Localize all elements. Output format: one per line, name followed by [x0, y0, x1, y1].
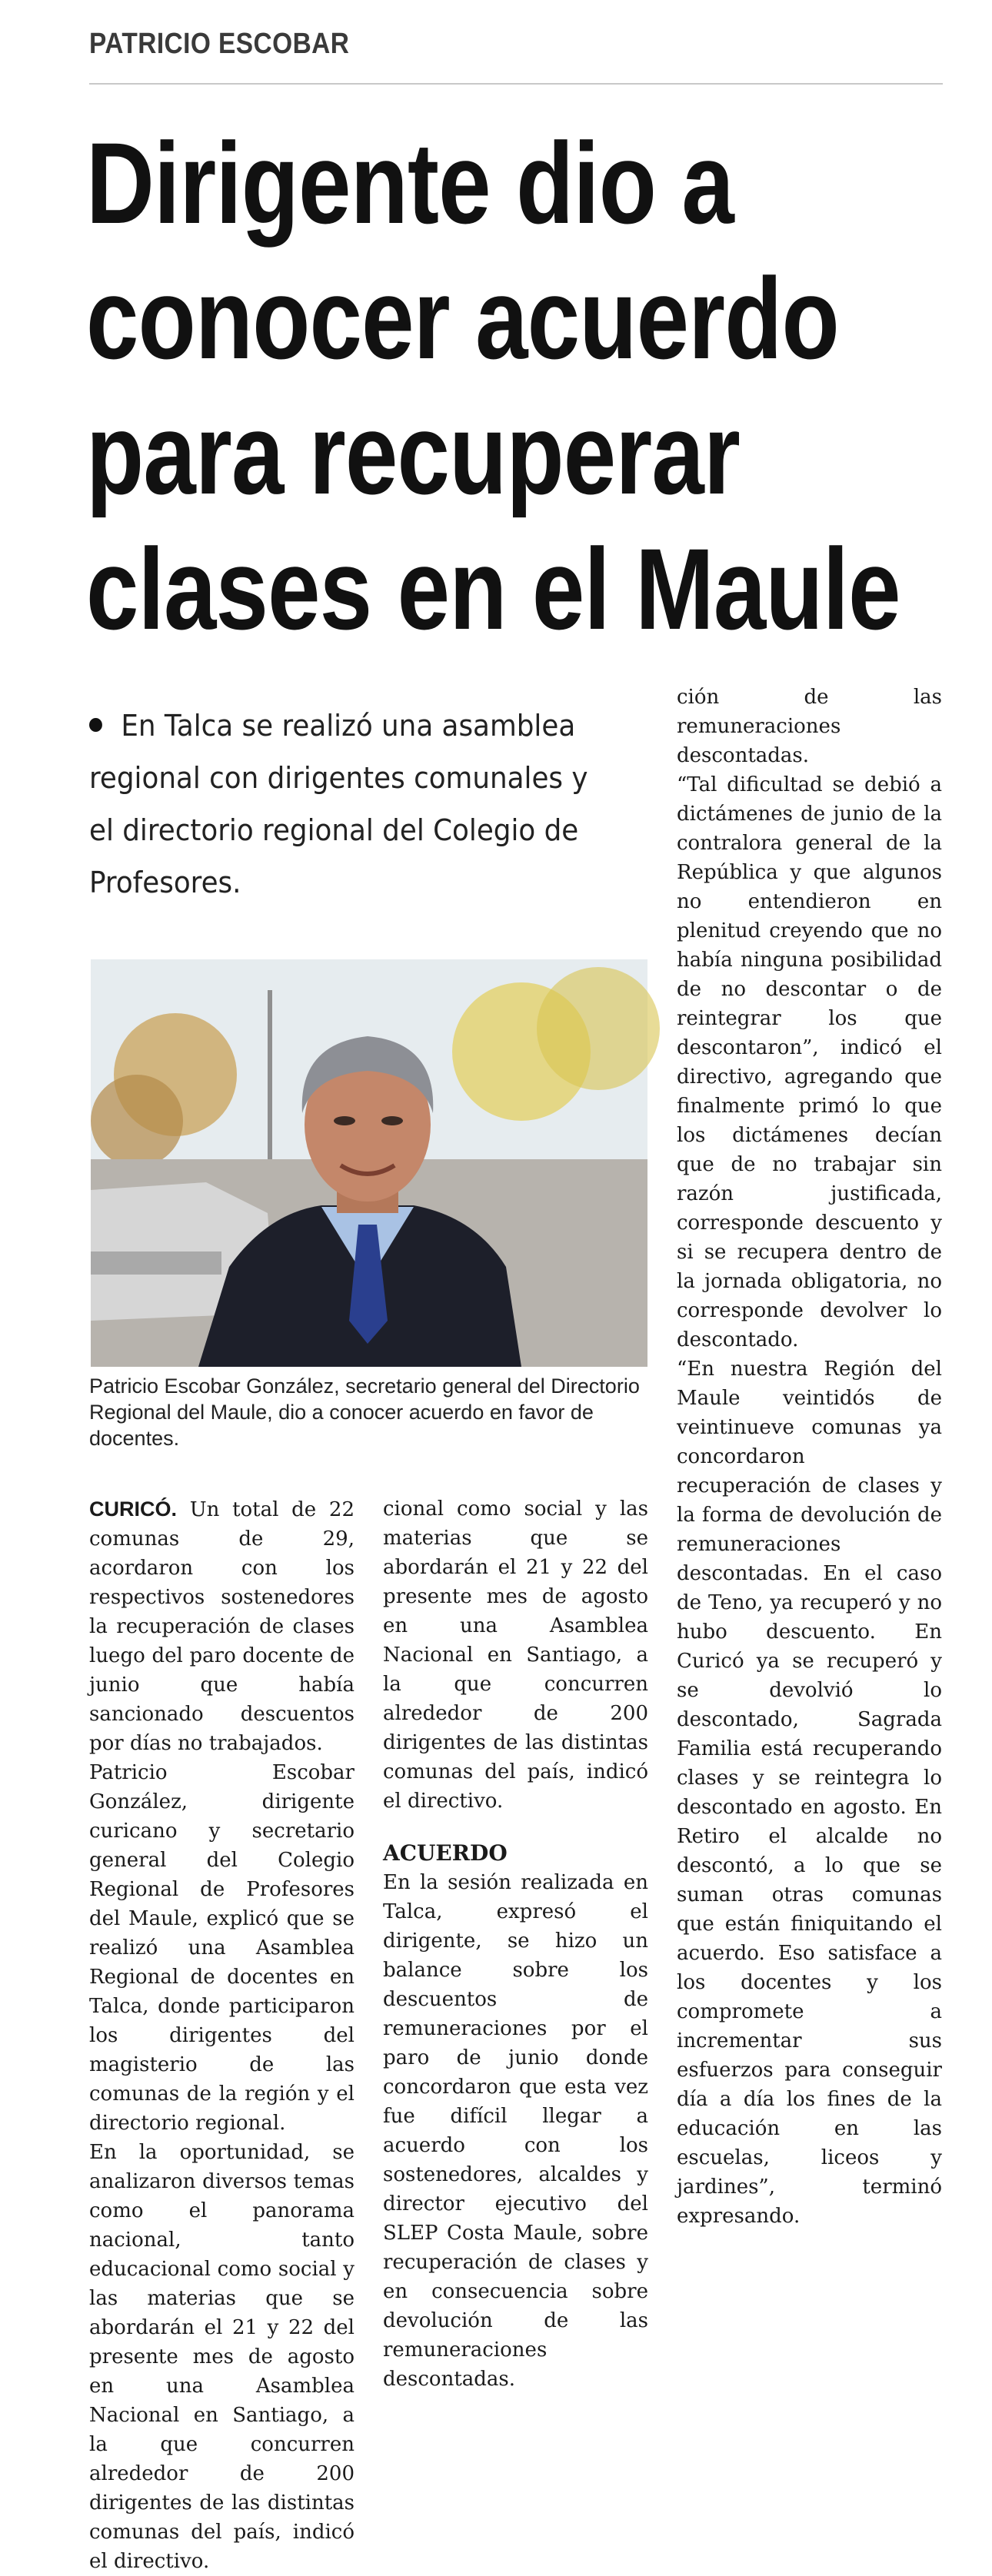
- paragraph-6: “En nuestra Región del Maule veintidós de veintinueve comunas ya concordaron recuperación de clases y la forma de devolución de remuneraciones descontadas. En el caso de Teno, ya recuperó y no hubo descuento. En Curicó ya se recuperó y se devolvió lo descontado, Sagrada Familia está recuperando clases y se reintegra lo descontado en agosto. En Retiro el alcalde no descontó, a lo que se suman otras comunas que están finiquitando el acuerdo. Eso satisface a los docentes y los compromete a incrementar sus esfuerzos para conseguir día a día los fines de la educación en las escuelas, liceos y jardines”, terminó expresando.: [677, 1358, 942, 2228]
- byline-divider: [89, 83, 943, 85]
- bullet-icon: [89, 718, 102, 732]
- headline-line: conocer acuerdo: [86, 254, 839, 383]
- dateline: CURICÓ.: [89, 1497, 177, 1521]
- article-column-3: [677, 683, 942, 2231]
- paragraph-4-continued: ción de las remuneraciones descontadas.: [677, 686, 942, 767]
- author-byline: PATRICIO ESCOBAR: [89, 28, 350, 60]
- headline-line: Dirigente dio a: [86, 118, 734, 248]
- paragraph-3: En la oportunidad, se analizaron diversos temas como el panorama nacional, tanto educacional como social y las materias que se abordarán el 21 y 22 del presente mes de agosto en una Asamblea Nacional en Santiago, a la que concurren alrededor de 200 dirigentes de las distintas comunas del país, indicó el directivo.: [89, 2141, 355, 2573]
- lead-summary: [89, 700, 595, 909]
- photo-caption: Patricio Escobar González, secretario general del Directorio Regional del Maule, dio a conocer acuerdo en favor de docentes.: [89, 1374, 640, 1450]
- paragraph-3-continued: cional como social y las materias que se abordarán el 21 y 22 del presente mes de agosto en una Asamblea Nacional en Santiago, a la que concurren alrededor de 200 dirigentes de las distintas comunas del país, indicó el directivo.: [383, 1497, 648, 1813]
- article-column-1: [89, 1494, 355, 2573]
- paragraph-4: En la sesión realizada en Talca, expresó el dirigente, se hizo un balance sobre los descuentos de remuneraciones por el paro de junio donde concordaron que esta vez fue difícil llegar a acuerdo con los sostenedores, alcaldes y director ejecutivo del SLEP Costa Maule, sobre recuperación de clases y en consecuencia sobre devolución de las remuneraciones descontadas.: [383, 1871, 648, 2391]
- subhead: ACUERDO: [383, 1840, 508, 1866]
- article-photo: [91, 959, 647, 1367]
- lead-text: En Talca se realizó una asamblea regional con dirigentes comunales y el directorio regional del Colegio de Profesores.: [89, 709, 588, 899]
- paragraph-5: “Tal dificultad se debió a dictámenes de junio de la contralora general de la República y que algunos no entendieron en plenitud creyendo que no había ninguna posibilidad de no descontar o de reintegrar los que descontaron”, indicó el directivo, agregando que finalmente primó lo que los dictámenes decían que de no trabajar sin razón justificada, corresponde descuento y si se recupera dentro de la jornada obligatoria, no corresponde devolver lo descontado.: [677, 773, 942, 1351]
- headline: [86, 115, 900, 656]
- headline-line: para recuperar: [86, 389, 741, 518]
- paragraph-1: Un total de 22 comunas de 29, acordaron con los respectivos sostenedores la recuperación de clases luego del paro docente de junio que había sancionado descuentos por días no trabajados.: [89, 1498, 355, 1755]
- headline-line: clases en el Maule: [86, 524, 900, 653]
- article-column-2: [383, 1494, 648, 2391]
- paragraph-2: Patricio Escobar González, dirigente curicano y secretario general del Colegio Regional de Profesores del Maule, explicó que se realizó una Asamblea Regional de docentes en Talca, donde participaron los dirigentes del magisterio de las comunas de la región y el directorio regional.: [89, 1761, 355, 2135]
